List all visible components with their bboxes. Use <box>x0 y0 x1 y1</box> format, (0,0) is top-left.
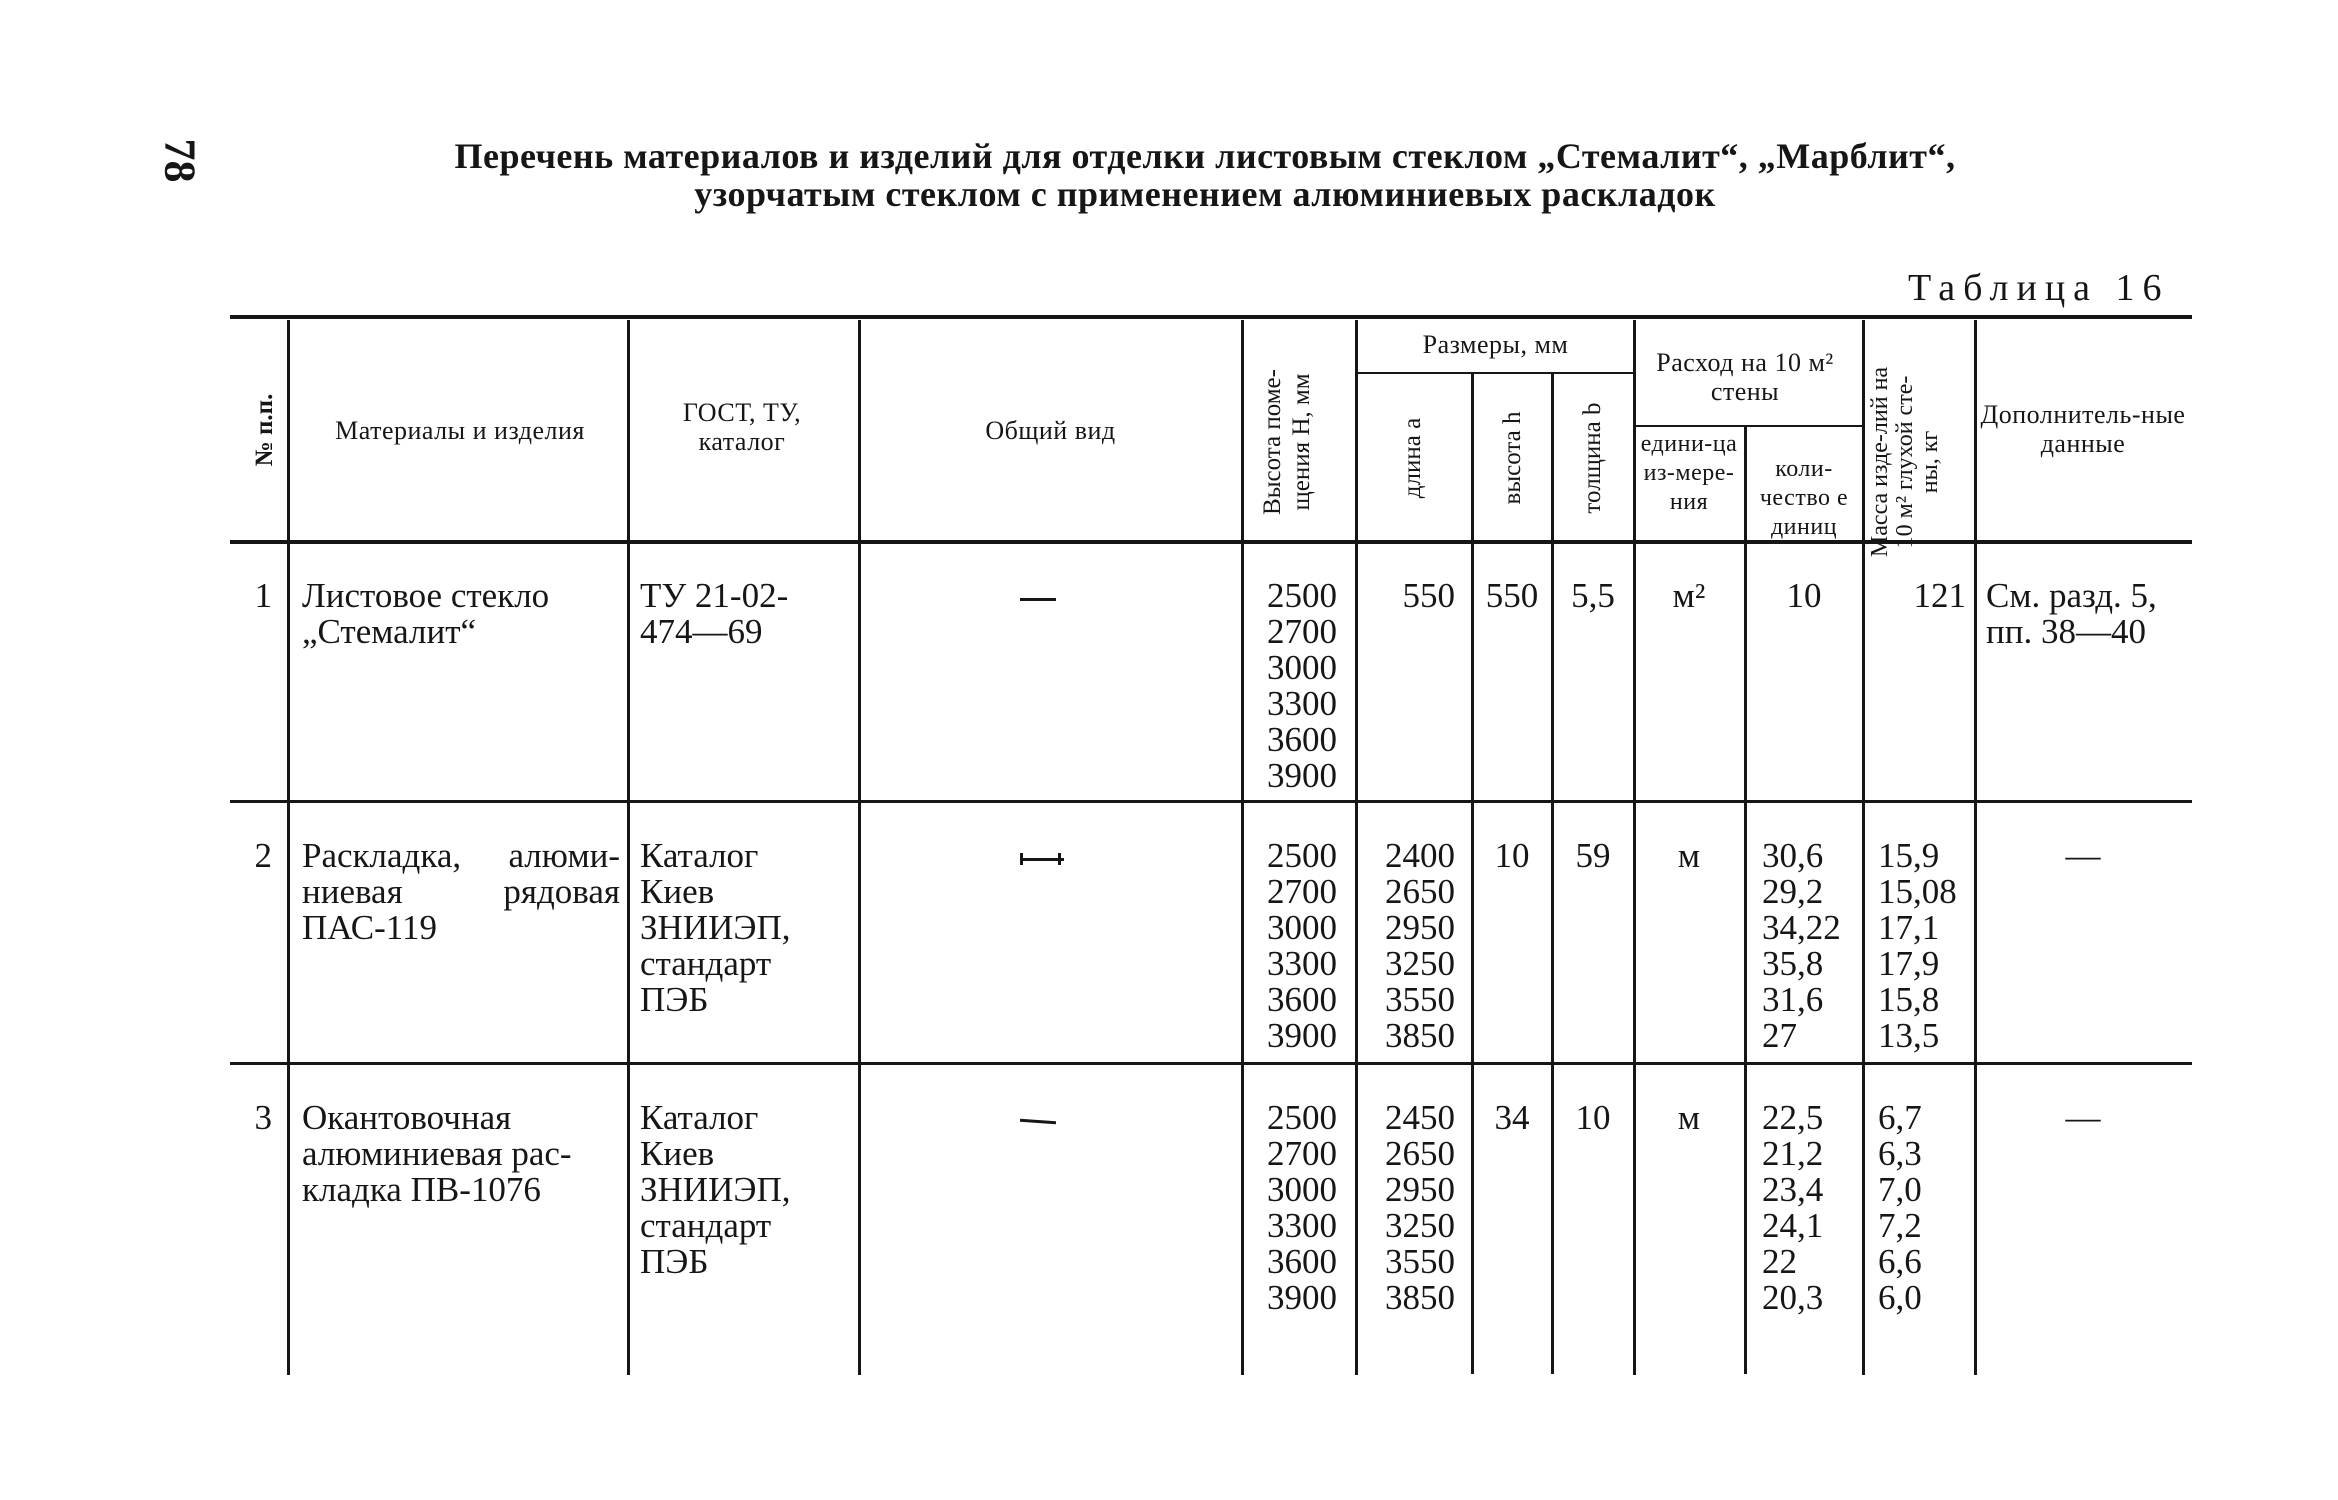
room-height-values-line: 2700 <box>1267 1134 1337 1173</box>
quantity-values-line: 35,8 <box>1762 944 1824 983</box>
material-name-line: ниевая рядовая <box>302 872 620 911</box>
quantity-values-line: 30,6 <box>1762 836 1824 875</box>
quantity-values-line: 22 <box>1762 1242 1797 1281</box>
material-name-line: кладка ПВ-1076 <box>302 1170 541 1209</box>
gost-reference-line: ПЭБ <box>640 980 709 1019</box>
length-values-line: 2400 <box>1385 836 1455 875</box>
mass-values-line: 121 <box>1913 576 1966 615</box>
room-height-values-line: 3300 <box>1267 1206 1337 1245</box>
quantity-values <box>1748 578 1860 614</box>
gost-reference-line: Киев <box>640 872 715 911</box>
room-height-values-line: 3300 <box>1267 944 1337 983</box>
height-value: 10 <box>1494 836 1530 875</box>
mass-values-line: 15,08 <box>1878 872 1957 911</box>
gost-reference-line: ЗНИИЭП, <box>640 908 791 947</box>
length-values-line: 3850 <box>1385 1278 1455 1317</box>
room-height-values-line: 2700 <box>1267 872 1337 911</box>
gost-reference-line: Каталог <box>640 1098 759 1137</box>
gost-reference-line: ТУ 21-02- <box>640 576 789 615</box>
height-value: 34 <box>1494 1098 1530 1137</box>
header-dims-group: Размеры, мм <box>1422 330 1569 359</box>
room-height-values-line: 2500 <box>1267 836 1337 875</box>
profile-view-icon-edge <box>1058 853 1061 865</box>
mass-values-line: 17,9 <box>1878 944 1940 983</box>
extra-data: — <box>2065 836 2101 875</box>
mass-values-line: 13,5 <box>1878 1016 1940 1055</box>
gost-reference-line: стандарт <box>640 944 772 983</box>
room-height-values-line: 2700 <box>1267 612 1337 651</box>
material-name-line: „Стемалит“ <box>302 612 477 651</box>
consumption-group-rule <box>1636 425 1862 427</box>
header-dim-b: толщина b <box>1579 402 1606 514</box>
room-height-values-line: 3000 <box>1267 908 1337 947</box>
room-height-values-line: 3600 <box>1267 720 1337 759</box>
room-height-values-line: 3600 <box>1267 980 1337 1019</box>
mass-values-line: 6,3 <box>1878 1134 1922 1173</box>
length-values-line: 2650 <box>1385 1134 1455 1173</box>
col-divider <box>627 320 630 1375</box>
col-divider <box>1355 320 1358 1375</box>
material-name-line: Раскладка, алюми- <box>302 836 620 875</box>
profile-view-icon <box>1020 1119 1056 1125</box>
header-mass: Масса изде-лий на 10 м² глухой сте-ны, кг <box>1867 366 1943 558</box>
gost-reference <box>640 1100 850 1280</box>
mass-values <box>1878 838 1972 1054</box>
room-height-values-line: 3900 <box>1267 1278 1337 1317</box>
row-1-bottom-rule <box>230 800 2192 803</box>
quantity-values-line: 29,2 <box>1762 872 1824 911</box>
room-height-values-line: 3000 <box>1267 648 1337 687</box>
header-extra: Дополнитель-ные данные <box>1980 400 2186 458</box>
mass-values-line: 6,6 <box>1878 1242 1922 1281</box>
row-number: 2 <box>254 836 272 875</box>
header-dim-a: длина a <box>1399 417 1426 499</box>
quantity-values-line: 27 <box>1762 1016 1797 1055</box>
header-num: № п.п. <box>251 393 278 467</box>
mass-values-line: 15,8 <box>1878 980 1940 1019</box>
room-height-values-line: 3600 <box>1267 1242 1337 1281</box>
quantity-values-line: 23,4 <box>1762 1170 1824 1209</box>
row-2-bottom-rule <box>230 1062 2192 1065</box>
col-divider <box>1471 374 1474 1374</box>
quantity-values-line: 24,1 <box>1762 1206 1824 1245</box>
gost-reference-line: стандарт <box>640 1206 772 1245</box>
mass-values-line: 6,7 <box>1878 1098 1922 1137</box>
length-values-line: 2650 <box>1385 872 1455 911</box>
row-number: 3 <box>254 1098 272 1137</box>
gost-reference <box>640 578 850 650</box>
room-height-values <box>1245 1100 1337 1316</box>
length-values-line: 3250 <box>1385 1206 1455 1245</box>
room-height-values-line: 3900 <box>1267 1016 1337 1055</box>
length-values-line: 3850 <box>1385 1016 1455 1055</box>
thickness-value: 59 <box>1575 836 1611 875</box>
thickness-value: 5,5 <box>1571 576 1615 615</box>
length-values-line: 550 <box>1402 576 1455 615</box>
quantity-values-line: 22,5 <box>1762 1098 1824 1137</box>
document-title-line-1: Перечень материалов и изделий для отделки листовым стеклом „Стемалит“, „Марблит“, <box>454 136 1956 176</box>
room-height-values-line: 2500 <box>1267 1098 1337 1137</box>
col-divider <box>858 320 861 1375</box>
unit-value: м <box>1677 1098 1701 1137</box>
mass-values-line: 7,2 <box>1878 1206 1922 1245</box>
header-view: Общий вид <box>985 416 1116 445</box>
gost-reference-line: Каталог <box>640 836 759 875</box>
room-height-values-line: 3900 <box>1267 756 1337 795</box>
material-name-line: Окантовочная <box>302 1098 512 1137</box>
length-values <box>1360 1100 1455 1316</box>
header-consumption-group: Расход на 10 м² стены <box>1656 348 1834 406</box>
gost-reference-line: ПЭБ <box>640 1242 709 1281</box>
unit-value: м² <box>1672 576 1706 615</box>
mass-values <box>1866 578 1966 614</box>
col-divider <box>1974 320 1977 1375</box>
room-height-values <box>1245 838 1337 1054</box>
gost-reference-line: 474—69 <box>640 612 763 651</box>
table-top-rule <box>230 315 2192 319</box>
gost-reference-line: ЗНИИЭП, <box>640 1170 791 1209</box>
quantity-values-line: 34,22 <box>1762 908 1841 947</box>
material-name-line: Листовое стекло <box>302 576 550 615</box>
length-values-line: 3550 <box>1385 980 1455 1019</box>
extra-data-line: пп. 38—40 <box>1986 612 2146 651</box>
header-gost: ГОСТ, ТУ, каталог <box>682 398 802 456</box>
table-caption: Таблица 16 <box>1908 267 2170 309</box>
length-values-line: 2950 <box>1385 908 1455 947</box>
length-values <box>1360 578 1455 614</box>
material-name <box>302 1100 620 1208</box>
room-height-values <box>1245 578 1337 794</box>
extra-data: — <box>2065 1098 2101 1137</box>
gost-reference <box>640 838 850 1018</box>
profile-view-icon <box>1020 598 1056 601</box>
mass-values <box>1878 1100 1972 1316</box>
material-name <box>302 578 620 650</box>
mass-values-line: 6,0 <box>1878 1278 1922 1317</box>
gost-reference-line: Киев <box>640 1134 715 1173</box>
header-material: Материалы и изделия <box>335 416 585 445</box>
header-qty: коли-чество е диниц <box>1759 456 1849 540</box>
extra-data-line: См. разд. 5, <box>1986 576 2157 615</box>
page-number: 78 <box>155 138 205 183</box>
col-divider <box>287 320 290 1375</box>
header-unit: едини-ца из-мере-ния <box>1640 431 1738 515</box>
dims-group-rule <box>1358 372 1633 374</box>
header-dim-h: высота h <box>1499 411 1526 505</box>
length-values <box>1360 838 1455 1054</box>
col-divider <box>1241 320 1244 1375</box>
length-values-line: 3250 <box>1385 944 1455 983</box>
thickness-value: 10 <box>1575 1098 1611 1137</box>
length-values-line: 2950 <box>1385 1170 1455 1209</box>
quantity-values-line: 20,3 <box>1762 1278 1824 1317</box>
mass-values-line: 15,9 <box>1878 836 1940 875</box>
quantity-values <box>1762 838 1860 1054</box>
quantity-values <box>1762 1100 1860 1316</box>
room-height-values-line: 3000 <box>1267 1170 1337 1209</box>
quantity-values-line: 21,2 <box>1762 1134 1824 1173</box>
length-values-line: 2450 <box>1385 1098 1455 1137</box>
room-height-values-line: 2500 <box>1267 576 1337 615</box>
col-divider <box>1633 320 1636 1375</box>
extra-data <box>1986 578 2191 650</box>
room-height-values-line: 3300 <box>1267 684 1337 723</box>
mass-values-line: 17,1 <box>1878 908 1940 947</box>
row-number: 1 <box>254 576 272 615</box>
height-value: 550 <box>1485 576 1539 615</box>
quantity-values-line: 10 <box>1786 576 1822 615</box>
document-title-line-2: узорчатым стеклом с применением алюминиевых раскладок <box>694 174 1716 214</box>
quantity-values-line: 31,6 <box>1762 980 1824 1019</box>
mass-values-line: 7,0 <box>1878 1170 1922 1209</box>
col-divider <box>1862 320 1865 1375</box>
material-name <box>302 838 620 946</box>
unit-value: м <box>1677 836 1701 875</box>
header-height-room: Высота поме-щения H, мм <box>1259 369 1315 515</box>
col-divider <box>1551 374 1554 1374</box>
profile-view-icon-edge <box>1020 853 1023 865</box>
material-name-line: алюминиевая рас- <box>302 1134 572 1173</box>
length-values-line: 3550 <box>1385 1242 1455 1281</box>
material-name-line: ПАС-119 <box>302 908 438 947</box>
col-divider <box>1744 427 1747 1374</box>
